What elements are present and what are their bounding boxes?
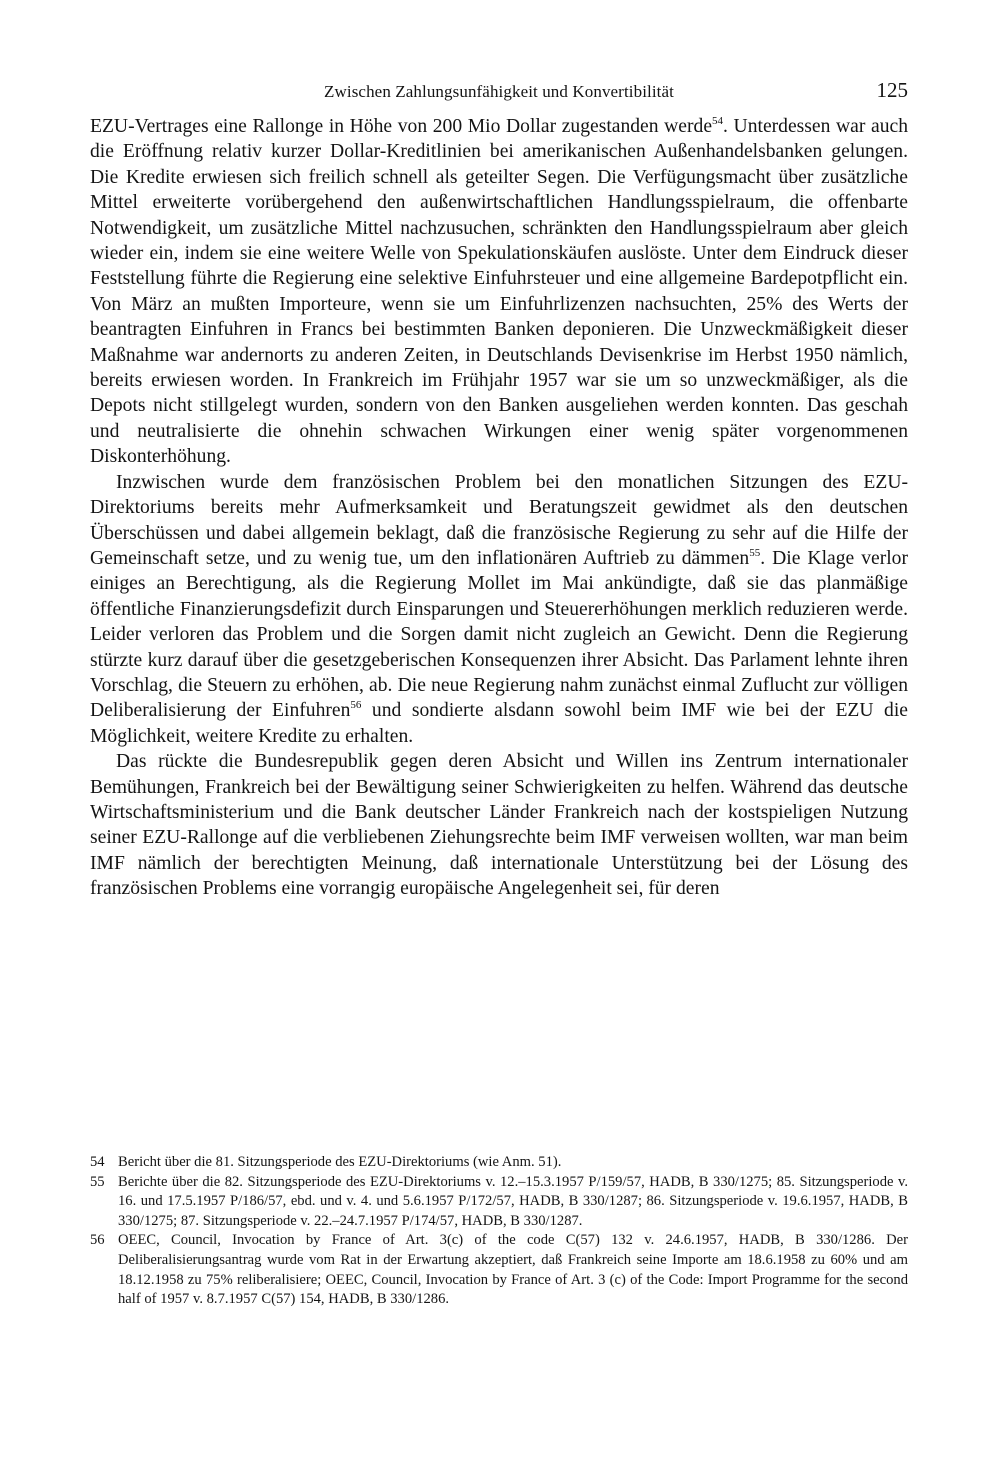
paragraph-1 <box>90 114 908 470</box>
running-title: Zwischen Zahlungsunfähigkeit und Konvertibilität <box>324 82 674 101</box>
footnote-text: OEEC, Council, Invocation by France of Art. 3(c) of the code C(57) 132 v. 24.6.1957, HADB, B 330/1286. Der Deliberalisierungsantrag wurde vom Rat in der Erwartung akzeptiert, daß Frankreich seine Importe am 18.6.1958 zu 60% und am 18.12.1958 zu 75% reliberalisiere; OEEC, Council, Invocation by France of Art. 3 (c) of the Code: Import Programme for the second half of 1957 v. 8.7.1957 C(57) 154, HADB, B 330/1286. <box>118 1232 908 1308</box>
text-segment: EZU-Vertrages eine Rallonge in Höhe von 200 Mio Dollar zugestanden werde <box>90 116 713 137</box>
text-segment: Inzwischen wurde dem französischen Problem bei den monatlichen Sitzungen des EZU-Direktoriums bereits mehr Aufmerksamkeit und Beratungszeit gewidmet als den deutschen Überschüssen und dabei allgemein beklagt, daß die französische Regierung zu sehr auf die Hilfe der Gemeinschaft setze, und zu wenig tue, um den inflationären Auftrieb zu dämmen <box>90 471 908 569</box>
footnotes <box>90 1153 908 1310</box>
footnote-ref-56: 56 <box>350 699 362 712</box>
body-text <box>90 114 908 902</box>
text-segment: . Die Klage verlor einiges an Berechtigung, als die Regierung Mollet im Mai ankündigte, daß sie das planmäßige öffentliche Finanzierungsdefizit durch Einsparungen und Steuererhöhungen merklich reduzieren werde. Leider verloren das Problem und die Sorgen damit nicht zugleich an Gewicht. Denn die Regierung stürzte kurz darauf über die gesetzgeberischen Konsequenzen ihrer Absicht. Das Parlament lehnte ihren Vorschlag, die Steuern zu erhöhen, ab. Die neue Regierung nahm zunächst einmal Zuflucht zur völligen Deliberalisierung der Einfuhren <box>90 547 909 722</box>
footnote-number: 54 <box>90 1154 105 1170</box>
footnote-55 <box>90 1173 908 1232</box>
footnote-ref-54: 54 <box>712 115 724 127</box>
footnote-number: 56 <box>90 1232 105 1249</box>
page-number: 125 <box>876 78 908 102</box>
footnote-56 <box>90 1231 908 1309</box>
footnote-54 <box>90 1153 908 1173</box>
text-segment: . Unterdessen war auch die Eröffnung relativ kurzer Dollar-Kreditlinien bei amerikanischen Außenhandelsbanken gelungen. Die Kredite erwiesen sich freilich schnell als geteilter Segen. Die Verfügungsmacht über zusätzliche Mittel erweiterte vorübergehend den außenwirtschaftlichen Handlungsspielraum, die offenbarte Notwendigkeit, um zusätzliche Mittel nachzusuchen, schränkten den Handlungsspielraum aber gleich wieder ein, indem sie eine weitere Welle von Spekulationskäufen auslöste. Unter dem Eindruck dieser Feststellung führte die Regierung eine selektive Einfuhrsteuer und eine allgemeine Bardepotpflicht ein. Von März an mußten Importeure, wenn sie um Einfuhrlizenzen nachsuchten, 25% des Werts der beantragten Einfuhren in Francs bei bestimmten Banken deponieren. Die Unzweckmäßigkeit dieser Maßnahme war andernorts zu anderen Zeiten, in Deutschlands Devisenkrise im Herbst 1950 nämlich, bereits erwiesen worden. In Frankreich im Frühjahr 1957 war sie um so unzweckmäßiger, als die Depots nicht stillgelegt wurden, sondern von den Banken ausgeliehen werden konnten. Das geschah und neutralisierte die ohnehin schwachen Wirkungen einer wenig später vorgenommenen Diskonterhöhung. <box>90 116 908 468</box>
paragraph-2 <box>90 470 908 749</box>
footnote-ref-55: 55 <box>749 546 761 559</box>
text-segment: Das rückte die Bundesrepublik gegen deren Absicht und Willen ins Zentrum internationaler Bemühungen, Frankreich bei der Bewältigung seiner Schwierigkeiten zu helfen. Während das deutsche Wirtschaftsministerium und die Bank deutscher Länder Frankreich nach der kostspieligen Nutzung seiner EZU-Rallonge auf die verbliebenen Ziehungsrechte beim IMF verweisen wollten, war man beim IMF nämlich der berechtigten Meinung, daß internationale Unterstützung bei der Lösung des französischen Problems eine vorrangig europäische Angelegenheit sei, für deren <box>90 751 908 900</box>
footnote-text: Bericht über die 81. Sitzungsperiode des EZU-Direktoriums (wie Anm. 51). <box>118 1154 562 1170</box>
page-header <box>90 78 908 108</box>
footnote-text: Berichte über die 82. Sitzungsperiode des EZU-Direktoriums v. 12.–15.3.1957 P/159/57, HADB, B 330/1275; 85. Sitzungsperiode v. 16. und 17.5.1957 P/186/57, ebd. und v. 4. und 5.6.1957 P/172/57, HADB, B 330/1287; 86. Sitzungsperiode v. 19.6.1957, HADB, B 330/1275; 87. Sitzungsperiode v. 22.–24.7.1957 P/174/57, HADB, B 330/1287. <box>118 1173 908 1229</box>
footnote-number: 55 <box>90 1173 105 1190</box>
paragraph-3 <box>90 749 908 901</box>
text-segment: und sondierte alsdann sowohl beim IMF wie bei der EZU die Möglichkeit, weitere Kredite zu erhalten. <box>90 700 908 747</box>
